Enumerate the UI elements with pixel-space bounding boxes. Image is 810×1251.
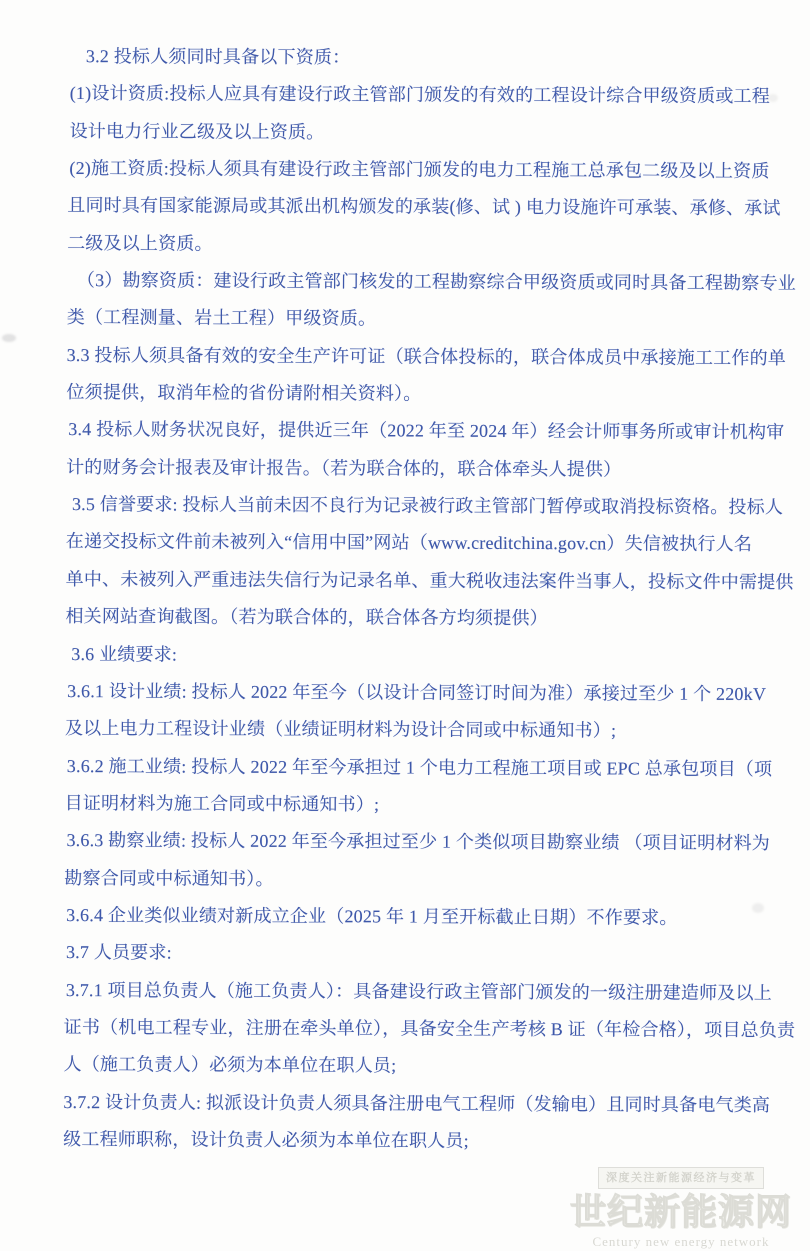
document-line: 3.6.3 勘察业绩: 投标人 2022 年至今承担过至少 1 个类似项目勘察业绩 （项目证明材料为 [66,830,771,854]
document-line: 3.7 人员要求: [65,942,172,963]
document-line: 3.6 业绩要求: [71,643,178,664]
document-line: 相关网站查询截图。（若为联合体的，联合体各方均须提供） [65,606,548,629]
document-line: 3.6.2 施工业绩: 投标人 2022 年至今承担过 1 个电力工程施工项目或 EPC 总承包项目（项 [66,755,773,779]
document-line: 3.3 投标人须具备有效的安全生产许可证（联合体投标的，联合体成员中承接施工工作的单 [66,344,787,368]
document-line: (2)施工资质:投标人须具有建设行政主管部门颁发的电力工程施工总承包二级及以上资质 [69,158,770,182]
document-line: 3.6.1 设计业绩: 投标人 2022 年至今（以设计合同签订时间为准）承接过至少 1 个 220kV [67,680,767,704]
document-line: 在递交投标文件前未被列入“信用中国”网站（www.creditchina.gov.cn）失信被执行人名 [65,531,753,555]
document-line: 位须提供，取消年检的省份请附相关资料）。 [66,382,422,404]
document-line: 3.5 信誉要求: 投标人当前未因不良行为记录被行政主管部门暂停或取消投标资格。投标人 [71,494,784,518]
document-line: 3.7.2 设计负责人: 拟派设计负责人须具备注册电气工程师（发输电）且同时具备电气类高 [63,1091,771,1115]
document-line: 二级及以上资质。 [67,232,213,254]
watermark-slogan: 深度关注新能源经济与变革 [598,1167,764,1189]
document-body [63,38,796,1161]
document-line: 3.6.4 企业类似业绩对新成立企业（2025 年 1 月至开标截止日期）不作要求。 [66,904,678,928]
document-line: (1)设计资质:投标人应具有建设行政主管部门颁发的有效的工程设计综合甲级资质或工程 [69,83,770,107]
scan-artifact [2,334,16,342]
document-line: 人（施工负责人）必须为本单位在职人员; [63,1054,397,1076]
scan-artifact [768,94,778,102]
document-line: 单中、未被列入严重违法失信行为记录名单、重大税收违法案件当事人，投标文件中需提供 [65,568,794,592]
document-line: 目证明材料为施工合同或中标通知书）; [64,792,380,815]
document-line: 设计电力行业乙级及以上资质。 [69,120,325,142]
document-line: 3.7.1 项目总负责人（施工负责人）：具备建设行政主管部门颁发的一级注册建造师及以上 [65,979,772,1003]
document-line: 证书（机电工程专业，注册在牵头单位），具备安全生产考核 B 证（年检合格），项目总负责 [63,1016,796,1041]
document-line: 3.4 投标人财务状况良好，提供近三年（2022 年至 2024 年）经会计师事务所或审计机构审 [68,419,785,443]
document-line: 且同时具有国家能源局或其派出机构颁发的承装(修、试 ) 电力设施许可承装、承修、承试 [67,195,781,219]
document-line: 及以上电力工程设计业绩（业绩证明材料为设计合同或中标通知书）; [64,718,617,741]
document-line: 3.2 投标人须同时具备以下资质： [85,46,351,68]
document-line: 类（工程测量、岩土工程）甲级资质。 [66,307,377,329]
document-line: 级工程师职称，设计负责人必须为本单位在职人员; [63,1128,469,1151]
document-line: 计的财务会计报表及审计报告。（若为联合体的，联合体牵头人提供） [66,456,622,480]
watermark-subtitle: Century new energy network [592,1234,770,1249]
scan-artifact [752,903,764,913]
document-line: （3）勘察资质：建设行政主管部门核发的工程勘察综合甲级资质或同时具备工程勘察专业 [76,270,796,294]
watermark [556,1167,806,1249]
watermark-title: 世纪新能源网 [569,1192,792,1232]
document-line: 勘察合同或中标通知书）。 [64,867,274,889]
